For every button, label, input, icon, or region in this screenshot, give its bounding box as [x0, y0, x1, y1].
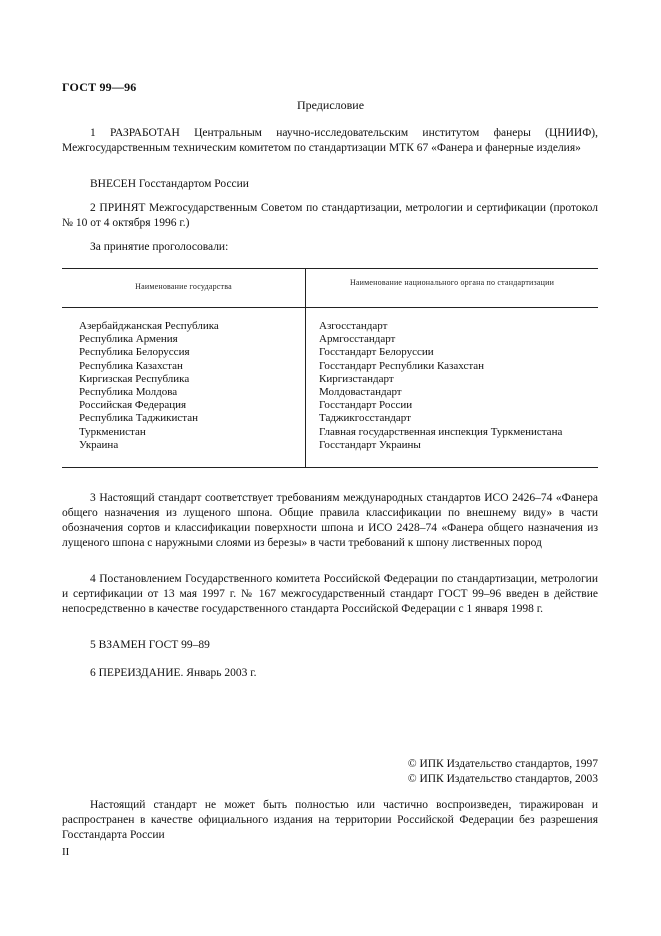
table-cell-state: Республика Таджикистан: [79, 412, 198, 425]
table-cell-state: Киргизская Республика: [79, 372, 190, 385]
table-cell-body: Армгосстандарт: [319, 333, 396, 346]
table-header-state: Наименование государства: [135, 282, 232, 291]
document-code: ГОСТ 99—96: [62, 80, 137, 94]
section-title: Предисловие: [296, 98, 365, 112]
copyright-1997: © ИПК Издательство стандартов, 1997: [407, 758, 598, 770]
table-header-divider: [62, 307, 598, 308]
paragraph-compliance: 3 Настоящий стандарт соответствует требованиям международных стандартов ИСО 2426–74 «Фанера общего назначения из лущеного шпона. Общие правила классификации по внешнему виду» в части обозначения сортов и классификации поверхности шпона и ИСО 2428–74 «Фанера общего назначения из лущеного шпона с наружными слоями из березы» в части требований к шпону лиственных пород: [62, 492, 598, 549]
table-cell-state: Республика Молдова: [79, 386, 178, 399]
copyright-2003: © ИПК Издательство стандартов, 2003: [407, 773, 598, 785]
paragraph-reissue: 6 ПЕРЕИЗДАНИЕ. Январь 2003 г.: [90, 667, 257, 679]
table-cell-body: Госстандарт Республики Казахстан: [319, 359, 485, 372]
table-cell-state: Азербайджанская Республика: [79, 320, 219, 332]
table-column-bodies: [319, 320, 562, 452]
table-cell-state: Украина: [79, 438, 119, 451]
paragraph-resolution: 4 Постановлением Государственного комитета Российской Федерации по стандартизации, метрологии и сертификации от 13 мая 1997 г. № 167 межгосударственный стандарт ГОСТ 99–96 введен в действие непосредственно в качестве государственного стандарта Российской Федерации с 1 января 1998 г.: [62, 573, 598, 615]
paragraph-introduced: ВНЕСЕН Госстандартом России: [90, 178, 249, 190]
reproduction-notice: Настоящий стандарт не может быть полностью или частично воспроизведен, тиражирован и распространен в качестве официального издания на территории Российской Федерации без разрешения Госстандарта России: [62, 799, 598, 841]
table-header-body: Наименование национального органа по стандартизации: [349, 278, 555, 287]
paragraph-replaces: 5 ВЗАМЕН ГОСТ 99–89: [90, 639, 210, 651]
table-cell-body: Таджикгосстандарт: [319, 412, 411, 425]
table-cell-state: Республика Белоруссия: [79, 346, 190, 359]
table-cell-body: Главная государственная инспекция Туркменистана: [319, 425, 563, 438]
table-cell-body: Госстандарт Украины: [319, 438, 421, 451]
table-column-divider: [305, 269, 306, 467]
table-cell-body: Азгосстандарт: [319, 320, 388, 332]
table-cell-body: Молдовастандарт: [319, 386, 402, 399]
table-column-states: [79, 320, 219, 452]
table-cell-body: Госстандарт России: [319, 399, 413, 412]
voting-table: [62, 268, 598, 468]
table-cell-state: Республика Армения: [79, 333, 178, 346]
table-cell-body: Киргизстандарт: [319, 372, 394, 385]
paragraph-developed: 1 РАЗРАБОТАН Центральным научно-исследовательским институтом фанеры (ЦНИИФ), Межгосударственным техническим комитетом по стандартизации МТК 67 «Фанера и фанерные изделия»: [62, 127, 598, 154]
paragraph-adopted: 2 ПРИНЯТ Межгосударственным Советом по стандартизации, метрологии и сертификации (протокол № 10 от 4 октября 1996 г.): [62, 202, 598, 229]
page-number: II: [62, 846, 70, 858]
paragraph-voted: За принятие проголосовали:: [90, 241, 229, 253]
table-cell-state: Республика Казахстан: [79, 359, 183, 372]
table-cell-state: Туркменистан: [79, 425, 146, 438]
table-cell-body: Госстандарт Белоруссии: [319, 346, 434, 359]
table-cell-state: Российская Федерация: [79, 399, 187, 412]
